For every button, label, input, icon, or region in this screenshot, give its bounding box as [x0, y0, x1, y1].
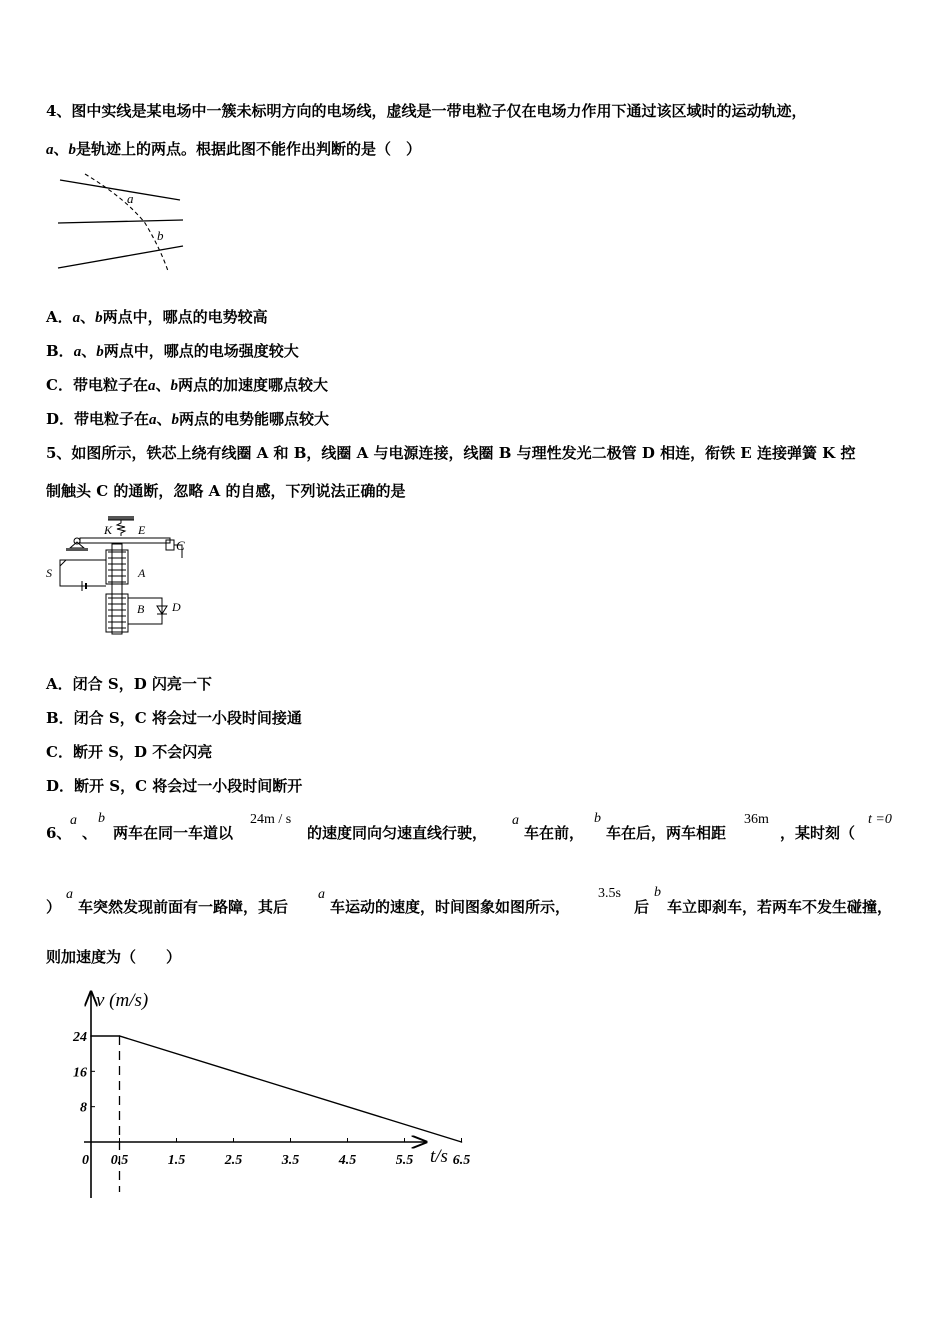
q6-l2-t2: 车运动的速度，时间图象如图所示，: [330, 898, 571, 916]
label-E: E: [138, 523, 146, 537]
q4-option-b: [46, 344, 299, 360]
q4-opt-b-sep: 、: [81, 342, 97, 360]
q4-opt-d-sep: 、: [156, 410, 172, 428]
x-tick-label-4.5: 4.5: [338, 1153, 357, 1168]
q6-l2-t4: 车立即刹车，若两车不发生碰撞，: [667, 898, 893, 916]
q5-option-c: C．断开 S，D 不会闪亮: [46, 743, 213, 761]
q6-a2: a: [512, 813, 519, 828]
y-tick-label-16: 16: [73, 1065, 87, 1081]
x-tick-label-6.5: 6.5: [452, 1153, 471, 1168]
q4-opt-a-var-b: b: [95, 310, 103, 326]
y-axis-label: v (m/s): [96, 990, 149, 1011]
q5-relay-circuit-figure: [44, 514, 194, 636]
q4-opt-a-text: 两点中，哪点的电势较高: [102, 308, 268, 326]
field-line-1: [60, 180, 180, 200]
x-tick-label-3.5: 3.5: [281, 1153, 300, 1168]
point-b-label: b: [157, 228, 164, 243]
q6-b3: b: [654, 885, 661, 900]
q4-opt-a-prefix: A．: [46, 308, 73, 326]
velocity-line: [91, 1036, 462, 1142]
q4-option-d: [46, 412, 329, 428]
q6-a3: a: [66, 887, 73, 902]
q5-option-d: D．断开 S，C 将会过一小段时间断开: [46, 777, 303, 795]
q4-opt-d-text: 两点的电势能哪点较大: [179, 410, 330, 428]
q4-var-a: a: [46, 142, 54, 158]
x-tick-label-5.5: 5.5: [395, 1153, 414, 1168]
q4-opt-d-prefix: D．带电粒子在: [46, 410, 150, 428]
q4-stem-line1: 4、图中实线是某电场中一簇未标明方向的电场线，虚线是一带电粒子仅在电场力作用下通过该区域时的运动轨迹，: [46, 102, 807, 120]
q4-opt-a-var-a: a: [72, 310, 81, 326]
label-B: B: [137, 602, 145, 616]
q5-option-a: A．闭合 S，D 闪亮一下: [46, 675, 212, 693]
q6-sep: 、: [82, 824, 98, 842]
q4-opt-c-var-a: a: [147, 378, 156, 394]
q4-sep: 、: [53, 140, 69, 158]
q6-vt-chart: [60, 980, 480, 1210]
q4-option-a: [46, 310, 268, 326]
q5-stem-line1: 5、如图所示，铁芯上绕有线圈 A 和 B，线圈 A 与电源连接，线圈 B 与理性发光二极管 D 相连，衔铁 E 连接弹簧 K 控: [46, 444, 856, 462]
point-a-label: a: [127, 191, 134, 206]
q5-stem-line2: 制触头 C 的通断，忽略 A 的自感，下列说法正确的是: [46, 482, 406, 500]
q6-a1: a: [70, 813, 77, 828]
label-A: A: [138, 566, 146, 580]
q6-t2: 的速度同向匀速直线行驶，: [307, 824, 488, 842]
q4-opt-c-prefix: C．带电粒子在: [46, 376, 148, 394]
data-point-0: [90, 1035, 92, 1037]
q4-opt-b-var-b: b: [96, 344, 104, 360]
label-D: D: [172, 600, 181, 614]
q6-a4: a: [318, 887, 325, 902]
q6-time: 3.5s: [598, 886, 621, 901]
q4-opt-d-var-b: b: [171, 412, 180, 428]
q6-line3: 则加速度为（ ）: [46, 948, 182, 966]
label-S: S: [46, 566, 52, 580]
q6-t-eq: [868, 813, 892, 827]
q6-l2-paren: ）: [46, 898, 62, 916]
q6-l2-t1: 车突然发现前面有一路障，其后: [78, 898, 289, 916]
q4-var-b: b: [68, 142, 77, 158]
q4-opt-a-sep: 、: [80, 308, 96, 326]
q4-opt-b-prefix: B．: [46, 342, 74, 360]
y-tick-label-8: 8: [80, 1100, 87, 1116]
q6-b1: b: [98, 811, 105, 826]
x-tick-label-2.5: 2.5: [224, 1153, 243, 1168]
q4-opt-c-text: 两点的加速度哪点较大: [177, 376, 328, 394]
x-axis-label: t/s: [430, 1146, 448, 1167]
q4-opt-b-var-a: a: [73, 344, 82, 360]
x-tick-label-1.5: 1.5: [167, 1153, 186, 1168]
q4-opt-d-var-a: a: [149, 412, 157, 428]
q4-field-figure: [50, 168, 190, 278]
q6-t3: 车在前，: [524, 824, 585, 842]
q4-stem-line2: [46, 142, 421, 158]
field-line-3: [58, 246, 183, 268]
q4-stem-rest: 是轨迹上的两点。根据此图不能作出判断的是（ ）: [76, 140, 422, 158]
q6-b2: b: [594, 811, 601, 826]
q6-l2-t3: 后: [634, 898, 650, 916]
q6-t4: 车在后，两车相距: [606, 824, 727, 842]
y-tick-label-24: 24: [73, 1030, 87, 1045]
q4-opt-c-sep: 、: [155, 376, 171, 394]
q6-t1: 两车在同一车道以: [113, 824, 234, 842]
q6-t5: ，某时刻（: [780, 824, 856, 842]
q4-opt-c-var-b: b: [170, 378, 178, 394]
field-line-2: [58, 220, 183, 223]
q4-option-c: [46, 378, 328, 394]
label-K: K: [104, 523, 113, 537]
x-tick-label-0.5: 0.5: [110, 1153, 129, 1168]
q5-option-b: B．闭合 S，C 将会过一小段时间接通: [46, 709, 302, 727]
q6-t-eq-text: t =0: [868, 812, 892, 827]
data-point-2: [461, 1141, 463, 1143]
label-C: C: [176, 538, 185, 553]
q6-num: 6、: [46, 824, 72, 842]
q4-opt-b-text: 两点中，哪点的电场强度较大: [103, 342, 299, 360]
q6-speed: 24m / s: [250, 812, 292, 827]
x-tick-label-0: 0: [82, 1153, 89, 1168]
q6-dist: 36m: [744, 812, 769, 827]
